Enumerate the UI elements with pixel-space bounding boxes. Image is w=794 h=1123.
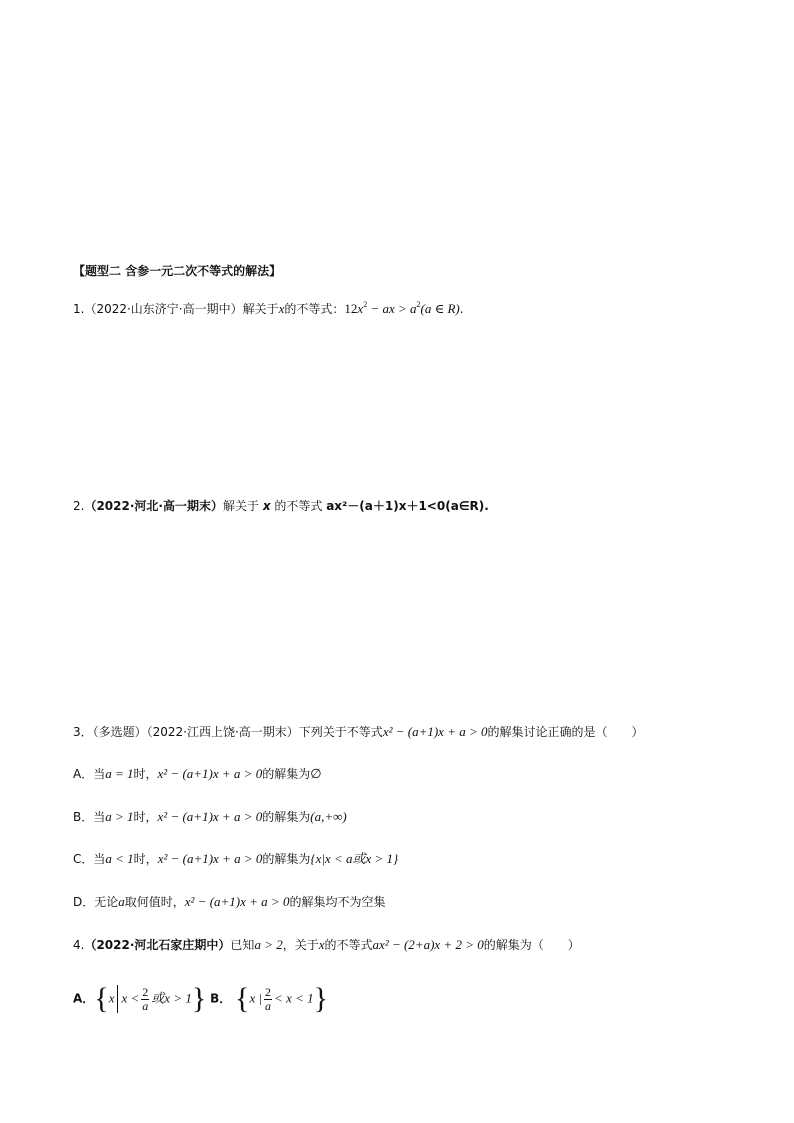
right-brace-icon: } bbox=[191, 982, 207, 1015]
q4-option-a-x: x bbox=[108, 990, 115, 1006]
q2-text2: 的不等式 bbox=[270, 499, 327, 513]
option-result: ∅ bbox=[310, 766, 322, 781]
q2-end: . bbox=[484, 499, 489, 513]
q4-text1: 已知 bbox=[230, 938, 255, 952]
q4-option-a-fraction: $\frac{2}{a}$ bbox=[142, 984, 149, 1013]
q3-option-a bbox=[73, 765, 322, 783]
q4-option-a-tail: 或x > 1 bbox=[151, 990, 192, 1006]
q2-prefix: 2. bbox=[73, 499, 85, 513]
q1-end: . bbox=[459, 302, 464, 316]
q3-suffix: 的解集讨论正确的是（ ） bbox=[487, 725, 644, 739]
set-bar bbox=[117, 985, 118, 1013]
q2-expr: ax²－(a＋1)x＋1<0(a∈R) bbox=[326, 499, 485, 513]
left-brace-icon: { bbox=[235, 982, 250, 1015]
right-brace-icon: } bbox=[313, 982, 329, 1015]
option-label: C．当 bbox=[73, 852, 106, 866]
q3-option-d bbox=[73, 893, 385, 911]
option-expr: x² − (a+1)x + a > 0 bbox=[157, 766, 263, 781]
q4-text4: 的解集为（ ） bbox=[483, 938, 580, 952]
q1-var: x bbox=[278, 301, 285, 316]
q4-var: x bbox=[318, 937, 325, 952]
q3-option-b bbox=[73, 808, 347, 826]
option-label: D．无论 bbox=[73, 895, 119, 909]
q4-option-b-fraction: $\frac{2}{a}$ bbox=[265, 984, 272, 1013]
option-condition: a = 1 bbox=[105, 766, 134, 781]
option-expr: x² − (a+1)x + a > 0 bbox=[184, 894, 290, 909]
q4-expr: ax² − (2+a)x + 2 > 0 bbox=[372, 937, 484, 952]
option-tail: 的解集为 bbox=[262, 810, 311, 824]
option-tail: 的解集为 bbox=[262, 767, 311, 781]
option-result: (a,+∞) bbox=[310, 809, 347, 824]
option-mid: 时， bbox=[133, 852, 158, 866]
q4-option-b-tail: < x < 1 bbox=[274, 990, 314, 1006]
left-brace-icon: { bbox=[94, 982, 109, 1015]
option-tail: 的解集为 bbox=[262, 852, 311, 866]
q4-option-a-x2: x < bbox=[121, 990, 140, 1006]
q2-var: x bbox=[262, 499, 271, 513]
q4-option-b-label: B． bbox=[210, 991, 232, 1006]
option-condition: a bbox=[118, 894, 125, 909]
question-3 bbox=[73, 723, 644, 741]
q2-source: （2022·河北·高一期末） bbox=[84, 499, 223, 513]
option-expr: x² − (a+1)x + a > 0 bbox=[157, 809, 263, 824]
option-result: {x|x < a或x > 1} bbox=[310, 851, 399, 866]
q1-prefix: 1.（2022·山东济宁·高一期中）解关于 bbox=[73, 302, 279, 316]
question-4 bbox=[73, 936, 580, 954]
option-expr: x² − (a+1)x + a > 0 bbox=[157, 851, 263, 866]
q4-prefix: 4. bbox=[73, 938, 85, 952]
q4-option-b-x: x | bbox=[249, 990, 263, 1006]
q3-prefix: 3．（多选题）（2022·江西上饶·高一期末）下列关于不等式 bbox=[73, 725, 383, 739]
question-2 bbox=[73, 497, 489, 515]
q4-text2: ，关于 bbox=[282, 938, 319, 952]
option-condition: a < 1 bbox=[105, 851, 134, 866]
q1-mid: 的不等式： bbox=[284, 302, 345, 316]
q4-text3: 的不等式 bbox=[324, 938, 373, 952]
option-condition: a > 1 bbox=[105, 809, 134, 824]
q3-option-c bbox=[73, 850, 398, 868]
option-label: B．当 bbox=[73, 810, 106, 824]
q4-cond: a > 2 bbox=[254, 937, 283, 952]
option-mid: 取何值时， bbox=[124, 895, 185, 909]
option-mid: 时， bbox=[133, 810, 158, 824]
q3-expr: x² − (a+1)x + a > 0 bbox=[382, 724, 488, 739]
q1-expr: $12x^2$ − ax > $a^2(a$ ∈ R) bbox=[344, 300, 460, 316]
q2-text1: 解关于 bbox=[222, 499, 263, 513]
q4-source: （2022·河北石家庄期中） bbox=[84, 938, 231, 952]
option-tail: 的解集均不为空集 bbox=[289, 895, 386, 909]
section-heading: 【题型二 含参一元二次不等式的解法】 bbox=[73, 264, 282, 278]
option-mid: 时， bbox=[133, 767, 158, 781]
q4-option-a-label: A． bbox=[73, 991, 95, 1006]
q4-options bbox=[73, 982, 329, 1015]
option-label: A．当 bbox=[73, 767, 106, 781]
question-1 bbox=[73, 300, 464, 318]
